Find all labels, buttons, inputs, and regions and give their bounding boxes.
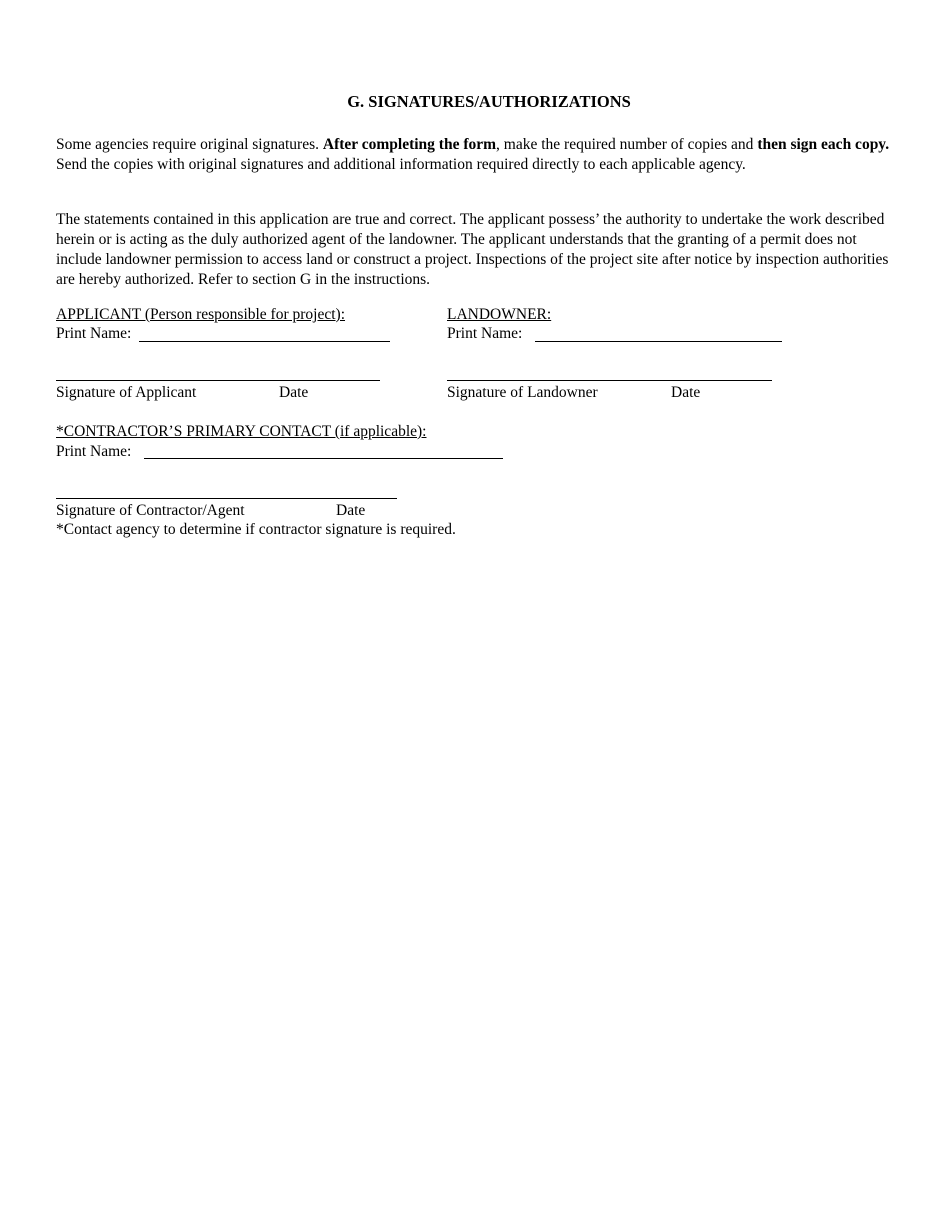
landowner-signature-field[interactable] — [447, 380, 772, 381]
instructions-bold-2: then sign each copy. — [757, 136, 890, 153]
instructions-bold-1: After completing the form — [322, 136, 497, 153]
contractor-signature-field[interactable] — [56, 498, 397, 499]
landowner-heading: LANDOWNER: — [447, 306, 552, 323]
applicant-signature-label: Signature of Applicant — [56, 384, 197, 401]
instructions-text-2: , make the required number of copies and — [496, 136, 758, 153]
contractor-signature-note: *Contact agency to determine if contractor signature is required. — [56, 521, 456, 538]
contractor-date-label: Date — [336, 502, 366, 519]
applicant-print-name-field[interactable] — [139, 341, 390, 342]
landowner-date-label: Date — [671, 384, 701, 401]
applicant-date-label: Date — [279, 384, 309, 401]
applicant-print-name-label: Print Name: — [56, 325, 132, 342]
applicant-signature-field[interactable] — [56, 380, 380, 381]
contractor-heading: *CONTRACTOR’S PRIMARY CONTACT (if applicable): — [56, 423, 427, 440]
section-title: G. SIGNATURES/AUTHORIZATIONS — [347, 92, 631, 111]
instructions-paragraph — [56, 135, 896, 175]
instructions-text-3: Send the copies with original signatures and additional information required directly to each applicable agency. — [56, 156, 746, 173]
landowner-print-name-label: Print Name: — [447, 325, 523, 342]
contractor-print-name-field[interactable] — [144, 458, 503, 459]
applicant-heading: APPLICANT (Person responsible for project): — [56, 306, 346, 323]
instructions-text-1: Some agencies require original signatures. — [56, 136, 323, 153]
landowner-signature-label: Signature of Landowner — [447, 384, 598, 401]
landowner-print-name-field[interactable] — [535, 341, 782, 342]
contractor-print-name-label: Print Name: — [56, 443, 132, 460]
contractor-signature-label: Signature of Contractor/Agent — [56, 502, 245, 519]
certification-paragraph: The statements contained in this application are true and correct. The applicant possess’ the authority to undertake the work described herein or is acting as the duly authorized agent of the landowner. The applicant understands that the granting of a permit does not include landowner permission to access land or construct a project. Inspections of the project site after notice by inspection authorities are hereby authorized. Refer to section G in the instructions. — [56, 211, 889, 288]
